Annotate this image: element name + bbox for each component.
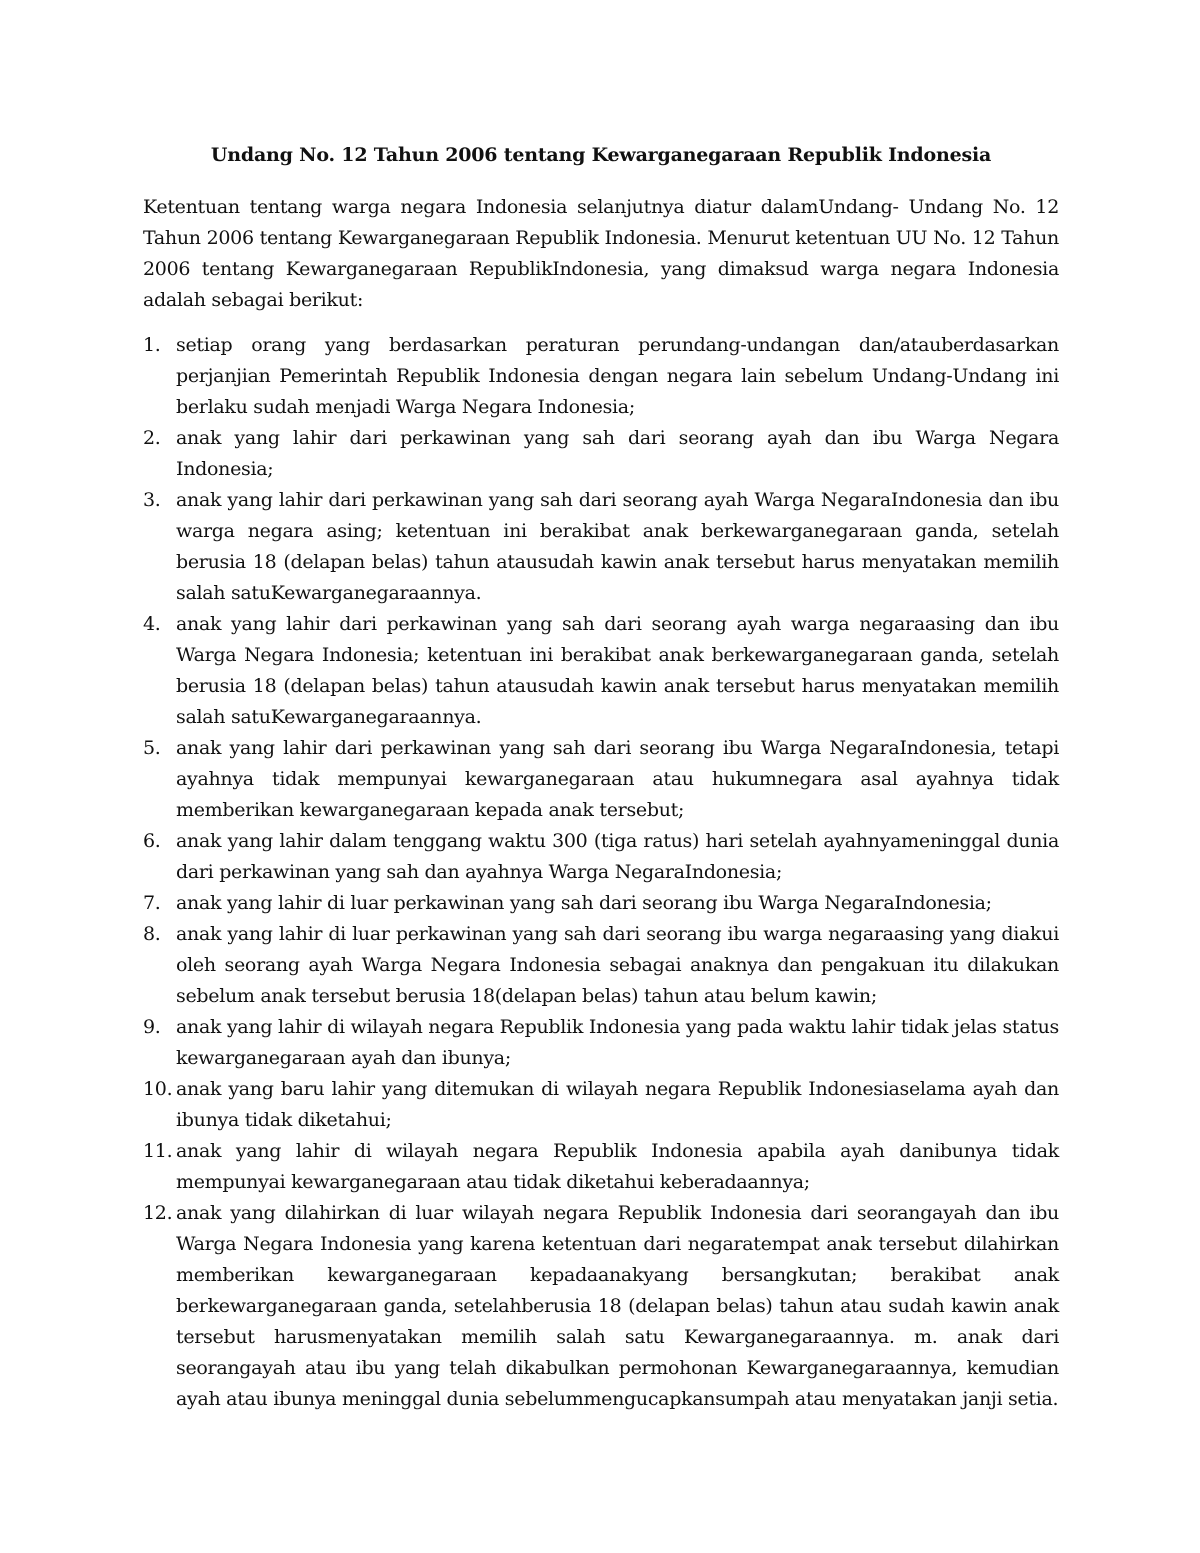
list-item: [143, 1198, 1059, 1415]
list-item-text: anak yang lahir dari perkawinan yang sah dari seorang ayah warga negaraasing dan ibu Warga Negara Indonesia; ketentuan ini berakibat anak berkewarganegaraan ganda, setelah berusia 18 (delapan belas) tahun atausudah kawin anak tersebut harus menyatakan memilih salah satuKewarganegaraannya.: [176, 613, 1059, 728]
list-item-number: 2.: [143, 427, 161, 449]
list-item: [143, 1012, 1059, 1074]
list-item: [143, 423, 1059, 485]
list-item-number: 10.: [143, 1078, 173, 1100]
list-item-number: 9.: [143, 1016, 161, 1038]
document-page: [143, 140, 1059, 1415]
list-item-text: anak yang lahir di luar perkawinan yang sah dari seorang ibu Warga NegaraIndonesia;: [176, 892, 992, 914]
list-item: [143, 485, 1059, 609]
list-item: [143, 1136, 1059, 1198]
list-item-number: 3.: [143, 489, 161, 511]
list-item-number: 4.: [143, 613, 161, 635]
list-item-text: anak yang lahir dalam tenggang waktu 300 (tiga ratus) hari setelah ayahnyameninggal dunia dari perkawinan yang sah dan ayahnya Warga NegaraIndonesia;: [176, 830, 1059, 883]
list-item-text: anak yang lahir dari perkawinan yang sah dari seorang ayah dan ibu Warga Negara Indonesia;: [176, 427, 1059, 480]
list-item: [143, 919, 1059, 1012]
list-item-number: 11.: [143, 1140, 173, 1162]
list-item: [143, 1074, 1059, 1136]
list-item-text: anak yang dilahirkan di luar wilayah negara Republik Indonesia dari seorangayah dan ibu Warga Negara Indonesia yang karena ketentuan dari negaratempat anak tersebut dilahirkan memberikan kewarganegaraan kepadaanakyang bersangkutan; berakibat anak berkewarganegaraan ganda, setelahberusia 18 (delapan belas) tahun atau sudah kawin anak tersebut harusmenyatakan memilih salah satu Kewarganegaraannya. m. anak dari seorangayah atau ibu yang telah dikabulkan permohonan Kewarganegaraannya, kemudian ayah atau ibunya meninggal dunia sebelummengucapkansumpah atau menyatakan janji setia.: [176, 1202, 1059, 1410]
list-item-number: 1.: [143, 334, 161, 356]
list-item-number: 8.: [143, 923, 161, 945]
list-item-number: 12.: [143, 1202, 173, 1224]
list-item-text: anak yang lahir di wilayah negara Republik Indonesia yang pada waktu lahir tidak jelas status kewarganegaraan ayah dan ibunya;: [176, 1016, 1059, 1069]
list-item-number: 5.: [143, 737, 161, 759]
list-item-text: setiap orang yang berdasarkan peraturan perundang-undangan dan/atauberdasarkan perjanjian Pemerintah Republik Indonesia dengan negara lain sebelum Undang-Undang ini berlaku sudah menjadi Warga Negara Indonesia;: [176, 334, 1059, 418]
list-item-text: anak yang baru lahir yang ditemukan di wilayah negara Republik Indonesiaselama ayah dan ibunya tidak diketahui;: [176, 1078, 1059, 1131]
citizenship-list: [143, 330, 1059, 1415]
list-item: [143, 609, 1059, 733]
list-item-number: 7.: [143, 892, 161, 914]
list-item-text: anak yang lahir dari perkawinan yang sah dari seorang ayah Warga NegaraIndonesia dan ibu warga negara asing; ketentuan ini berakibat anak berkewarganegaraan ganda, setelah berusia 18 (delapan belas) tahun atausudah kawin anak tersebut harus menyatakan memilih salah satuKewarganegaraannya.: [176, 489, 1059, 604]
page-title: Undang No. 12 Tahun 2006 tentang Kewarganegaraan Republik Indonesia: [210, 144, 992, 166]
list-item: [143, 888, 1059, 919]
list-item-number: 6.: [143, 830, 161, 852]
list-item-text: anak yang lahir di luar perkawinan yang sah dari seorang ibu warga negaraasing yang diakui oleh seorang ayah Warga Negara Indonesia sebagai anaknya dan pengakuan itu dilakukan sebelum anak tersebut berusia 18(delapan belas) tahun atau belum kawin;: [176, 923, 1059, 1007]
list-item: [143, 330, 1059, 423]
list-item: [143, 733, 1059, 826]
list-item-text: anak yang lahir di wilayah negara Republik Indonesia apabila ayah danibunya tidak mempunyai kewarganegaraan atau tidak diketahui keberadaannya;: [176, 1140, 1059, 1193]
list-item-text: anak yang lahir dari perkawinan yang sah dari seorang ibu Warga NegaraIndonesia, tetapi ayahnya tidak mempunyai kewarganegaraan atau hukumnegara asal ayahnya tidak memberikan kewarganegaraan kepada anak tersebut;: [176, 737, 1059, 821]
intro-paragraph: Ketentuan tentang warga negara Indonesia selanjutnya diatur dalamUndang- Undang No. 12 Tahun 2006 tentang Kewarganegaraan Republik Indonesia. Menurut ketentuan UU No. 12 Tahun 2006 tentang Kewarganegaraan RepublikIndonesia, yang dimaksud warga negara Indonesia adalah sebagai berikut:: [143, 196, 1059, 311]
list-item: [143, 826, 1059, 888]
